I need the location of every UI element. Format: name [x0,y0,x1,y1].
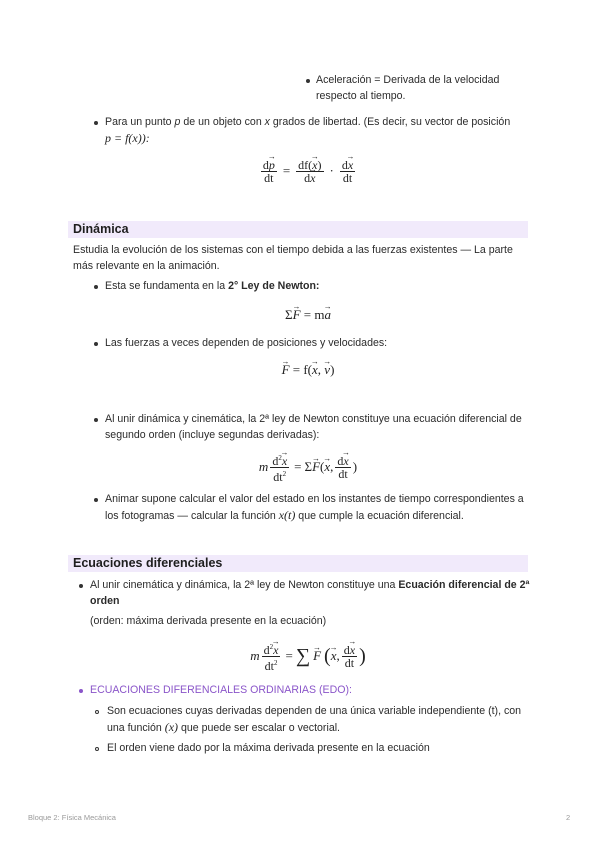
position-formula: p = f(x)): [105,131,150,145]
newton-equation: Σ→ F = m→ a [200,305,416,325]
sub-bullet-dot [95,710,99,714]
animate-bullet: Animar supone calcular el valor del estado en los instantes de tiempo correspondientes a los fotogramas — calcular la función x(t) que cumple la ecuación diferencial. [105,493,524,522]
edo-label: ECUACIONES DIFERENCIALES ORDINARIAS (EDO): [90,684,352,696]
edo-definition: Son ecuaciones cuyas derivadas dependen de una única variable independiente (t), con una función (x) que puede ser escalar o vectorial. [107,705,522,734]
forces-bullet: Las fuerzas a veces dependen de posiciones y velocidades: [105,337,388,349]
second-order-bullet: Al unir dinámica y cinemática, la 2ª ley de Newton constituye una ecuación diferencial de segundo orden (incluye segundas derivadas): [105,413,522,441]
chain-rule-equation: $\frac{d\to p}{dt}$ = $\frac{df(\to x)}{d\to x}$ · $\frac{d\to x}{dt}$ [200,154,416,188]
bullet-dot [94,121,98,125]
acceleration-text [316,72,536,104]
page-number: 2 [566,813,571,822]
bullet-dot [79,689,83,693]
bullet-dot [306,79,310,83]
bullet-dot [94,285,98,289]
sum-forces-equation: m $\frac{d^2\to x}{dt^2}$ = ∑ → F ( → x , $\frac{d\to x}{dt}$ ) [200,638,416,674]
force-equation: → F = f(→ x, → v) [200,360,416,380]
order-note: (orden: máxima derivada presente en la ecuación) [90,615,327,627]
section-heading-dinamica: Dinámica [68,221,528,238]
newton-law-bullet: Esta se fundamenta en la 2° Ley de Newton: [105,280,320,292]
dinamica-intro: Estudia la evolución de los sistemas con el tiempo debida a las fuerzas existentes — La parte más relevante en la animación. [73,244,513,272]
acceleration-line1: Aceleración = Derivada de la velocidad [316,74,500,86]
bullet-dot [94,418,98,422]
footer-title: Bloque 2: Física Mecánica [28,813,116,822]
order-definition: El orden viene dado por la máxima derivada presente en la ecuación [107,742,430,754]
acceleration-line2: respecto al tiempo. [316,90,406,102]
diff-eq-bullet: Al unir cinemática y dinámica, la 2ª ley de Newton constituye una Ecuación diferencial de 2ª orden [90,579,530,607]
sub-bullet-dot [95,747,99,751]
second-order-equation: m $\frac{d^2\to x}{dt^2}$ = Σ→ F(→ x, $\frac{d\to x}{dt}$ ) [200,450,416,484]
section-heading-ecuaciones: Ecuaciones diferenciales [68,555,528,572]
point-bullet-text: Para un punto p de un objeto con x grados de libertad. (Es decir, su vector de posición p = f(x)): [105,114,535,146]
bullet-dot [79,584,83,588]
bullet-dot [94,342,98,346]
bullet-dot [94,498,98,502]
